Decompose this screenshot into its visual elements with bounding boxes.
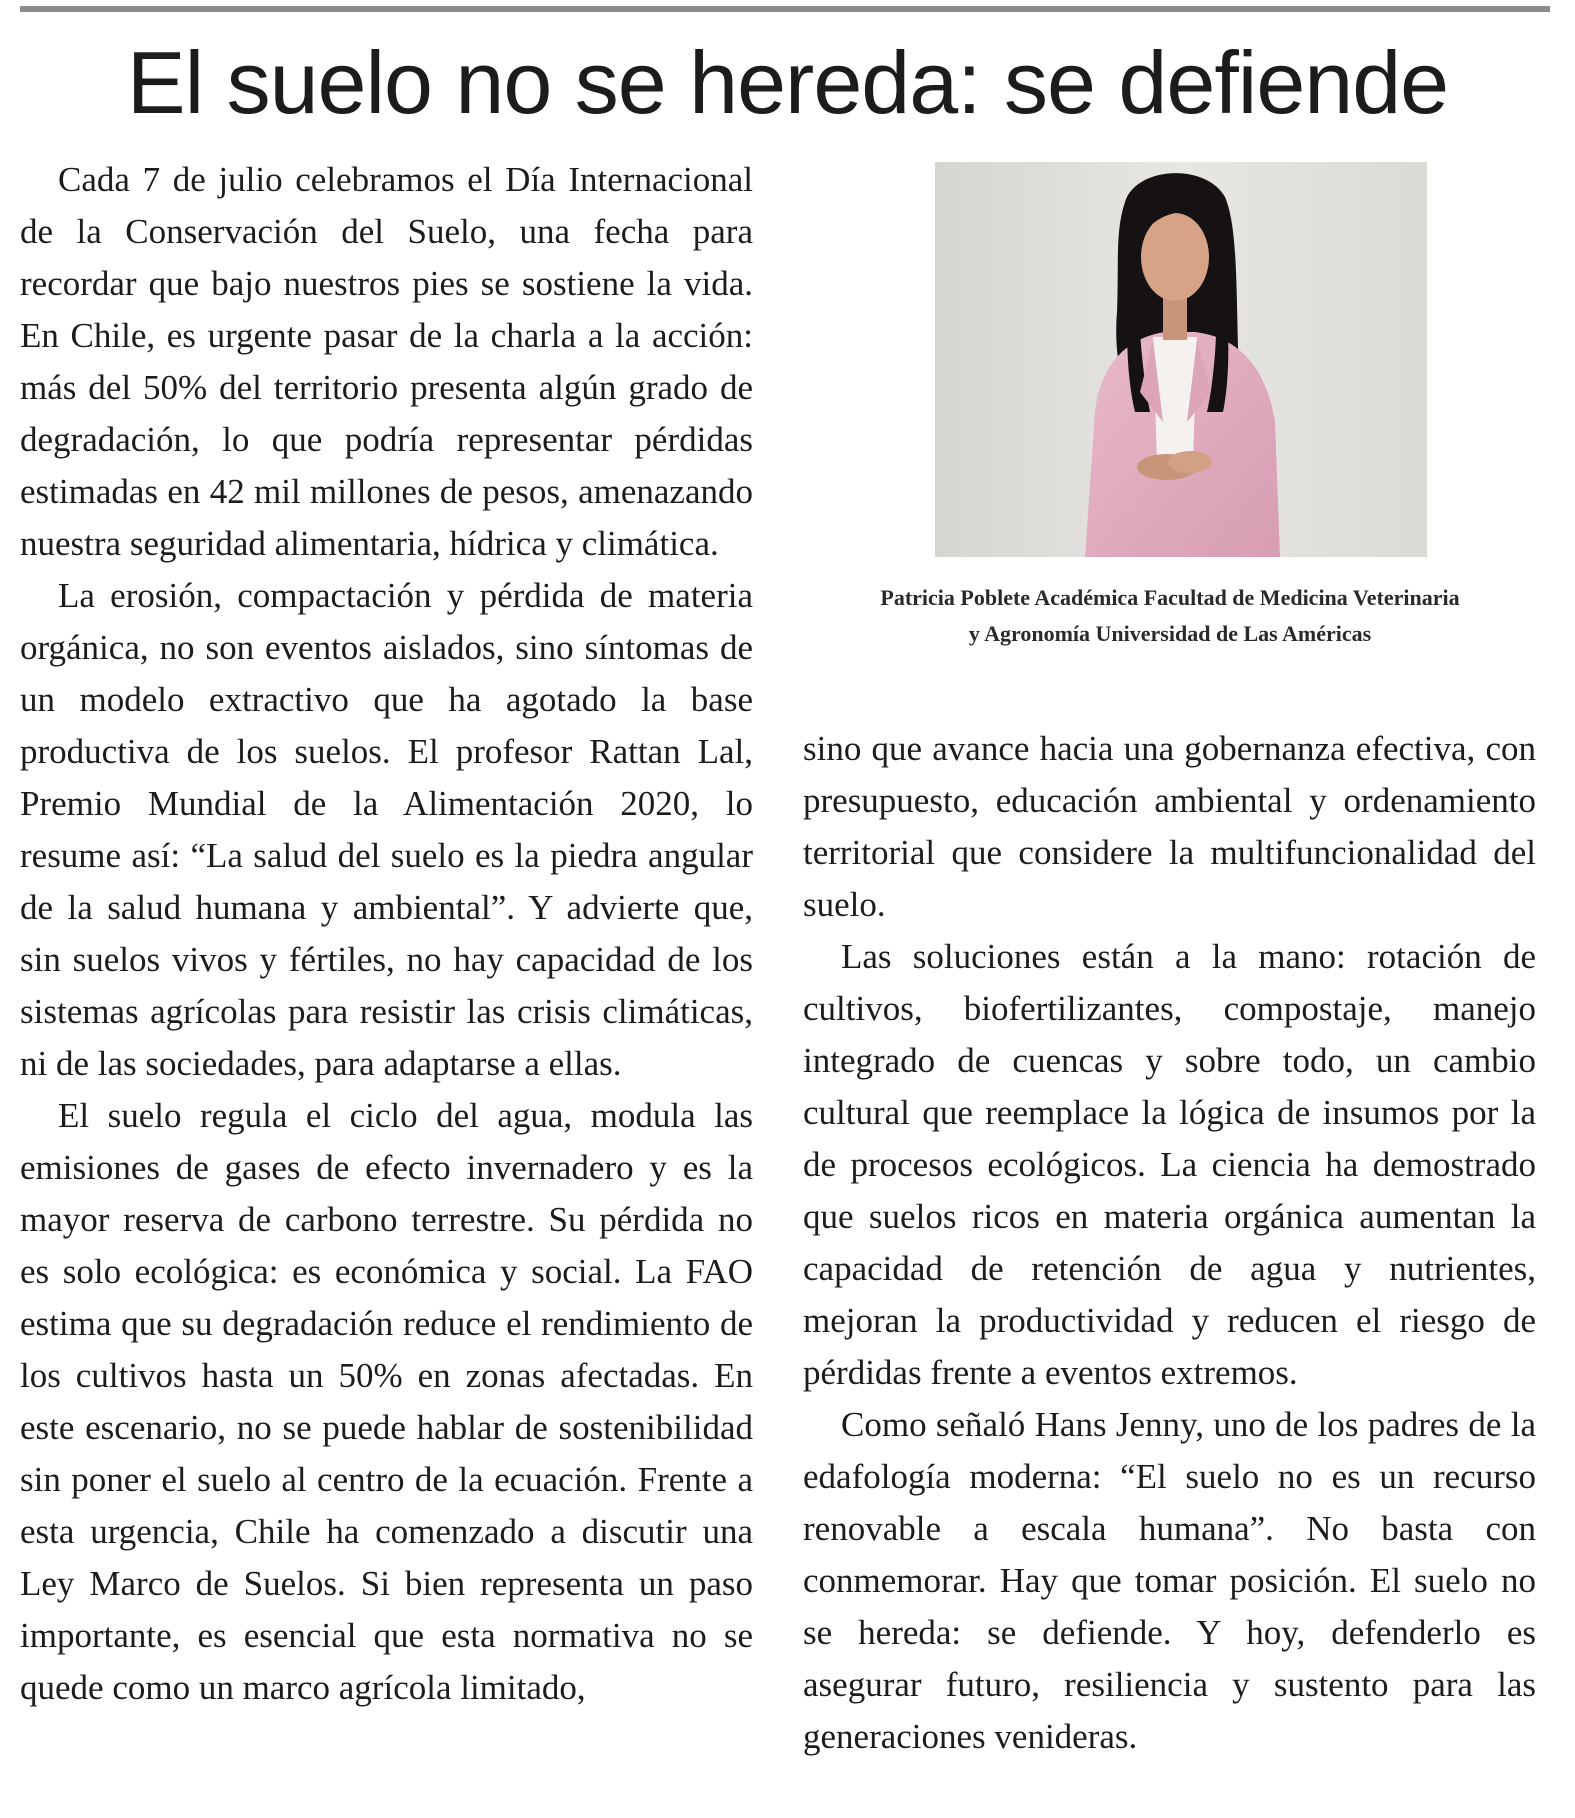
right-column <box>803 723 1536 1763</box>
left-column <box>20 154 753 1714</box>
photo-caption-line-2: y Agronomía Universidad de Las Américas <box>968 621 1372 646</box>
photo-caption <box>820 580 1520 652</box>
photo-caption-line-1: Patricia Poblete Académica Facultad de Medicina Veterinaria <box>880 585 1460 610</box>
author-photo <box>935 162 1427 557</box>
paragraph: La erosión, compactación y pérdida de materia orgánica, no son eventos aislados, sino síntomas de un modelo extractivo que ha agotado la base productiva de los suelos. El profesor Rattan Lal, Premio Mundial de la Alimentación 2020, lo resume así: “La salud del suelo es la piedra angular de la salud humana y ambiental”. Y advierte que, sin suelos vivos y fértiles, no hay capacidad de los sistemas agrícolas para resistir las crisis climáticas, ni de las sociedades, para adaptarse a ellas. <box>20 576 753 1083</box>
paragraph: Cada 7 de julio celebramos el Día Internacional de la Conservación del Suelo, una fecha para recordar que bajo nuestros pies se sostiene la vida. En Chile, es urgente pasar de la charla a la acción: más del 50% del territorio presenta algún grado de degradación, lo que podría representar pérdidas estimadas en 42 mil millones de pesos, amenazando nuestra seguridad alimentaria, hídrica y climática. <box>20 160 753 563</box>
portrait-illustration <box>935 162 1427 557</box>
paragraph: sino que avance hacia una gobernanza efectiva, con presupuesto, educación ambiental y ordenamiento territorial que considere la multifuncionalidad del suelo. <box>803 729 1536 924</box>
paragraph: El suelo regula el ciclo del agua, modula las emisiones de gases de efecto invernadero y es la mayor reserva de carbono terrestre. Su pérdida no es solo ecológica: es económica y social. La FAO estima que su degradación reduce el rendimiento de los cultivos hasta un 50% en zonas afectadas. En este escenario, no se puede hablar de sostenibilidad sin poner el suelo al centro de la ecuación. Frente a esta urgencia, Chile ha comenzado a discutir una Ley Marco de Suelos. Si bien representa un paso importante, es esencial que esta normativa no se quede como un marco agrícola limitado, <box>20 1096 753 1707</box>
paragraph: Como señaló Hans Jenny, uno de los padres de la edafología moderna: “El suelo no es un recurso renovable a escala humana”. No basta con conmemorar. Hay que tomar posición. El suelo no se hereda: se defiende. Y hoy, defenderlo es asegurar futuro, resiliencia y sustento para las generaciones venideras. <box>803 1405 1536 1756</box>
top-rule <box>20 6 1550 12</box>
paragraph: Las soluciones están a la mano: rotación de cultivos, biofertilizantes, compostaje, manejo integrado de cuencas y sobre todo, un cambio cultural que reemplace la lógica de insumos por la de procesos ecológicos. La ciencia ha demostrado que suelos ricos en materia orgánica aumentan la capacidad de retención de agua y nutrientes, mejoran la productividad y reducen el riesgo de pérdidas frente a eventos extremos. <box>803 937 1536 1392</box>
headline: El suelo no se hereda: se defiende <box>126 33 1449 132</box>
